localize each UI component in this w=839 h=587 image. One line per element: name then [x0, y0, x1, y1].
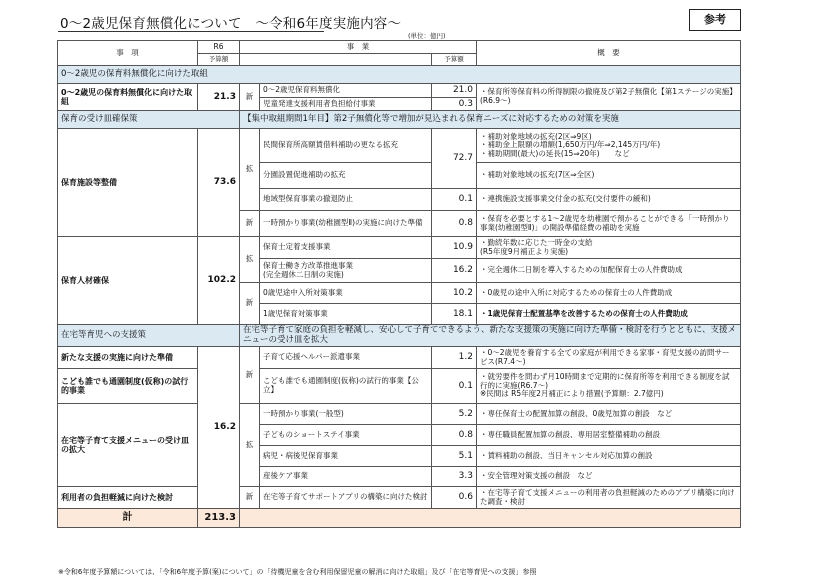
amount-cell: 0.3 [432, 98, 477, 111]
header-project-blank [240, 54, 432, 66]
amount-cell: 10.9 [432, 237, 477, 259]
amount-cell: 16.2 [432, 259, 477, 283]
overview-cell: ・完全週休二日制を導入するための加配保育士の人件費助成 [477, 259, 741, 283]
new-mark: 新 [240, 487, 260, 509]
overview-cell: ・0歳児の途中入所に対応するための保育士の人件費助成 [477, 283, 741, 304]
project-cell: こども誰でも通園制度(仮称)の試行的事業【公立】 [260, 369, 432, 404]
table-row [58, 84, 741, 98]
total-blank [240, 509, 741, 528]
table-row [58, 347, 741, 369]
project-cell: 民間保育所高額賃借料補助の更なる拡充 [260, 129, 432, 163]
amount-cell: 21.0 [432, 84, 477, 98]
header-overview: 概 要 [477, 41, 741, 66]
table-row [58, 369, 741, 404]
expand-mark: 拡 [240, 404, 260, 487]
overview-cell: ・専任職員配置加算の創設、専用居室整備補助の創設 [477, 425, 741, 446]
project-cell: 分園設置促進補助の拡充 [260, 163, 432, 189]
header-row [58, 41, 741, 54]
reference-badge: 参考 [689, 9, 741, 31]
project-cell: 0歳児途中入所対策事業 [260, 283, 432, 304]
footnote: ※令和6年度予算額については、「令和6年度予算(案)について」の「待機児童を含む利用保留児童の解消に向けた取組」及び「在宅等育児への支援」参照 [58, 568, 537, 576]
amount-cell: 5.1 [432, 446, 477, 467]
project-cell: 保育士定着支援事業 [260, 237, 432, 259]
overview-cell: ・保育を必要とする1～2歳児を幼稚園で預かることができる「一時預かり事業(幼稚園型Ⅱ)」の開設準備経費の補助を実施 [477, 211, 741, 237]
project-cell: 病児・病後児保育事業 [260, 446, 432, 467]
category-cell: 0～2歳児の保育料無償化に向けた取組 [58, 84, 198, 111]
amount-cell: 1.2 [432, 347, 477, 369]
amount-cell: 0.1 [432, 369, 477, 404]
project-cell: 0～2歳児保育料無償化 [260, 84, 432, 98]
title-underline [58, 31, 324, 32]
overview-cell: ・専任保育士の配置加算の創設、0歳児加算の創設 など [477, 404, 741, 425]
category-budget: 73.6 [198, 129, 240, 237]
project-cell: 子どものショートステイ事業 [260, 425, 432, 446]
category-cell: 在宅等子育て支援メニューの受け皿の拡大 [58, 404, 198, 487]
header-project-budget: 予算額 [432, 54, 477, 66]
section-3-title: 在宅等育児への支援策 [58, 325, 240, 347]
header-project: 事 業 [240, 41, 477, 54]
project-cell: 一時預かり事業(幼稚園型Ⅱ)の実施に向けた準備 [260, 211, 432, 237]
amount-cell: 72.7 [432, 129, 477, 189]
table-row [58, 129, 741, 163]
total-value: 213.3 [198, 509, 240, 528]
overview-cell: ・勤続年数に応じた一時金の支給 (R5年度9月補正より実施) [477, 237, 741, 259]
page-title: 0～2歳児保育無償化について ～令和6年度実施内容～ [60, 16, 402, 32]
project-cell: 在宅等子育てサポートアプリの構築に向けた検討 [260, 487, 432, 509]
category-budget: 16.2 [198, 347, 240, 509]
project-cell: 保育士働き方改革推進事業 (完全週休二日制の実施) [260, 259, 432, 283]
header-budget-top: R6 [198, 41, 240, 54]
amount-cell: 0.8 [432, 211, 477, 237]
overview-cell: ・1歳児保育士配置基準を改善するための保育士の人件費助成 [477, 304, 741, 325]
section-row [58, 66, 741, 84]
header-item: 事 項 [58, 41, 198, 66]
amount-cell: 0.8 [432, 425, 477, 446]
category-budget: 21.3 [198, 84, 240, 111]
overview-cell: ・在宅等子育て支援メニューの利用者の負担軽減のためのアプリ構築に向けた調査・検討 [477, 487, 741, 509]
project-cell: 産後ケア事業 [260, 467, 432, 487]
overview-cell: ・安全管理対策支援の創設 など [477, 467, 741, 487]
project-cell: 一時預かり事業(一般型) [260, 404, 432, 425]
amount-cell: 18.1 [432, 304, 477, 325]
new-mark: 新 [240, 347, 260, 404]
expand-mark: 拡 [240, 237, 260, 283]
section-row [58, 111, 741, 129]
category-cell: こども誰でも通園制度(仮称)の試行的事業 [58, 369, 198, 404]
overview-cell: ・賃料補助の創設、当日キャンセル対応加算の創設 [477, 446, 741, 467]
section-3-description: 在宅等子育て家庭の負担を軽減し、安心して子育てできるよう、新たな支援策の実施に向けた準備・検討を行うとともに、支援メニューの受け皿を拡大 [240, 325, 741, 347]
section-2-title: 保育の受け皿確保策 [58, 111, 240, 129]
section-2-description: 【集中取組期間1年目】第2子無償化等で増加が見込まれる保育ニーズに対応するための対策を実施 [240, 111, 741, 129]
total-row [58, 509, 741, 528]
amount-cell: 0.6 [432, 487, 477, 509]
category-cell: 利用者の負担軽減に向けた検討 [58, 487, 198, 509]
category-cell: 保育施設等整備 [58, 129, 198, 237]
project-cell: 児童発達支援利用者負担給付事業 [260, 98, 432, 111]
category-cell: 新たな支援の実施に向けた準備 [58, 347, 198, 369]
table-row [58, 487, 741, 509]
unit-note: (単位：億円) [408, 32, 446, 40]
new-mark: 新 [240, 211, 260, 237]
table-row [58, 237, 741, 259]
new-mark: 新 [240, 84, 260, 111]
project-cell: 子育て応援ヘルパー派遣事業 [260, 347, 432, 369]
overview-cell: ・補助対象地域の拡充(7区⇒全区) [477, 163, 741, 189]
new-mark: 新 [240, 283, 260, 325]
amount-cell: 3.3 [432, 467, 477, 487]
amount-cell: 10.2 [432, 283, 477, 304]
overview-cell: ・連携施設支援事業交付金の拡充(交付要件の緩和) [477, 189, 741, 211]
header-budget-bottom: 予算額 [198, 54, 240, 66]
project-cell: 1歳児保育対策事業 [260, 304, 432, 325]
category-cell: 保育人材確保 [58, 237, 198, 325]
overview-cell: ・補助対象地域の拡充(2区⇒9区) ・補助金上限額の増額(1,650万円/年⇒2,145万円/年) ・補助期間(最大)の延長(15⇒20年) など [477, 129, 741, 163]
overview-cell: ・0～2歳児を養育する全ての家庭が利用できる家事・育児支援の訪問サービス(R7.4～) [477, 347, 741, 369]
total-label: 計 [58, 509, 198, 528]
section-row [58, 325, 741, 347]
overview-cell: ・保育所等保育料の所得制限の撤廃及び第2子無償化【第1ステージの実施】(R6.9～) [477, 84, 741, 111]
category-budget: 102.2 [198, 237, 240, 325]
table-row [58, 404, 741, 425]
project-cell: 地域型保育事業の撤退防止 [260, 189, 432, 211]
overview-cell: ・就労要件を問わず月10時間まで定期的に保育所等を利用できる制度を試行的に実施(R6.7～) ※民間は R5年度2月補正により措置(予算額：2.7億円) [477, 369, 741, 404]
amount-cell: 5.2 [432, 404, 477, 425]
budget-table [57, 40, 741, 528]
expand-mark: 拡 [240, 129, 260, 211]
amount-cell: 0.1 [432, 189, 477, 211]
section-1-title: 0～2歳児の保育料無償化に向けた取組 [58, 66, 741, 84]
